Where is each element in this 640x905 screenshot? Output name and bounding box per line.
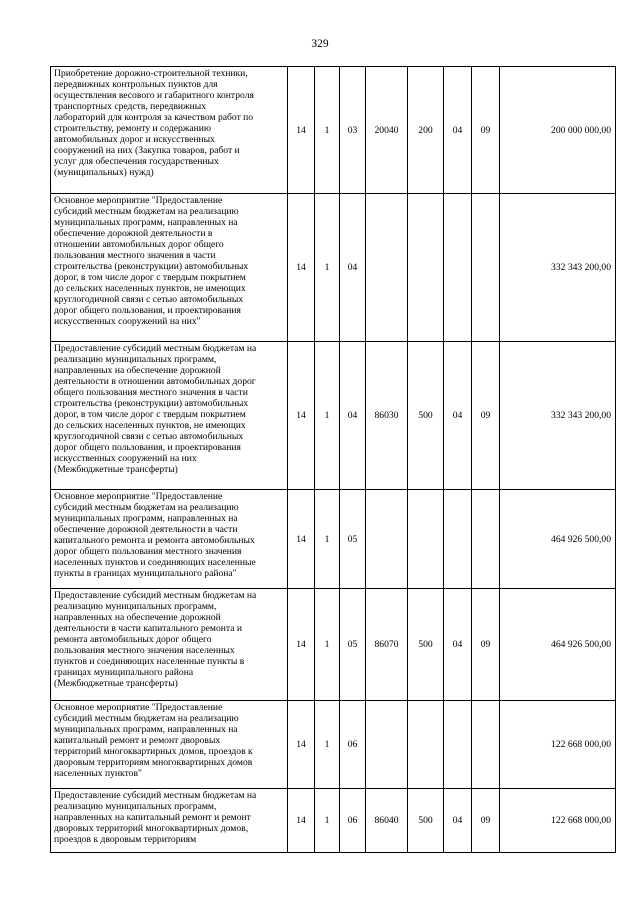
row-code-3: 05	[340, 490, 366, 589]
page-number: 329	[311, 38, 329, 50]
table-row	[51, 194, 616, 342]
row-code-5: 500	[408, 789, 444, 853]
row-code-6	[444, 701, 472, 789]
row-amount: 200 000 000,00	[500, 67, 616, 194]
row-code-2: 1	[315, 701, 340, 789]
row-code-7	[472, 194, 500, 342]
row-description: Основное мероприятие "Предоставление субсидий местным бюджетам на реализацию муниципальных программ, направленных на обеспечение дорожной деятельности в отношении автомобильных дорог общего пользования местного значения в части строительства (реконструкции) автомобильных дорог, в том числе дорог с твердым покрытием до сельских населенных пунктов, не имеющих круглогодичной связи с сетью автомобильных дорог общего пользования, и проектирования искусственных сооружений на них"	[51, 194, 288, 342]
row-code-7	[472, 701, 500, 789]
table-row	[51, 701, 616, 789]
row-code-4	[366, 490, 408, 589]
row-code-7: 09	[472, 342, 500, 490]
row-code-1: 14	[288, 589, 315, 701]
row-code-7	[472, 490, 500, 589]
row-code-2: 1	[315, 789, 340, 853]
row-code-7: 09	[472, 789, 500, 853]
row-description: Основное мероприятие "Предоставление субсидий местным бюджетам на реализацию муниципальных программ, направленных на капитальный ремонт и ремонт дворовых территорий многоквартирных домов, проездов к дворовым территориям многоквартирных домов населенных пунктов"	[51, 701, 288, 789]
row-code-4: 86070	[366, 589, 408, 701]
row-code-3: 06	[340, 701, 366, 789]
table-row	[51, 342, 616, 490]
row-code-1: 14	[288, 67, 315, 194]
row-code-4: 86030	[366, 342, 408, 490]
row-code-3: 04	[340, 342, 366, 490]
table-row	[51, 490, 616, 589]
row-code-2: 1	[315, 342, 340, 490]
row-code-2: 1	[315, 67, 340, 194]
row-amount: 332 343 200,00	[500, 194, 616, 342]
row-description: Основное мероприятие "Предоставление субсидий местным бюджетам на реализацию муниципальных программ, направленных на обеспечение дорожной деятельности в части капитального ремонта и ремонта автомобильных дорог общего пользования местного значения населенных пунктов и соединяющих населенные пункты в границах муниципального района"	[51, 490, 288, 589]
row-code-3: 04	[340, 194, 366, 342]
row-code-7: 09	[472, 67, 500, 194]
row-code-6: 04	[444, 342, 472, 490]
row-amount: 332 343 200,00	[500, 342, 616, 490]
row-code-4: 86040	[366, 789, 408, 853]
table-row	[51, 67, 616, 194]
row-code-1: 14	[288, 490, 315, 589]
row-code-1: 14	[288, 342, 315, 490]
row-code-2: 1	[315, 589, 340, 701]
row-code-7: 09	[472, 589, 500, 701]
row-description: Предоставление субсидий местным бюджетам на реализацию муниципальных программ, направленных на обеспечение дорожной деятельности в части капитального ремонта и ремонта автомобильных дорог общего пользования местного значения населенных пунктов и соединяющих населенные пункты в границах муниципального района (Межбюджетные трансферты)	[51, 589, 288, 701]
row-code-6: 04	[444, 67, 472, 194]
row-amount: 464 926 500,00	[500, 490, 616, 589]
row-code-2: 1	[315, 194, 340, 342]
row-code-6: 04	[444, 589, 472, 701]
row-amount: 122 668 000,00	[500, 789, 616, 853]
row-code-3: 03	[340, 67, 366, 194]
row-code-4: 20040	[366, 67, 408, 194]
table-row	[51, 589, 616, 701]
row-description: Приобретение дорожно-строительной техники, передвижных контрольных пунктов для осуществления весового и габаритного контроля транспортных средств, передвижных лабораторий для контроля за качеством работ по строительству, ремонту и содержанию автомобильных дорог и искусственных сооружений на них (Закупка товаров, работ и услуг для обеспечения государственных (муниципальных) нужд)	[51, 67, 288, 194]
table-row	[51, 789, 616, 853]
row-code-3: 05	[340, 589, 366, 701]
row-code-5	[408, 701, 444, 789]
row-code-5: 200	[408, 67, 444, 194]
budget-table	[50, 66, 616, 853]
row-code-4	[366, 701, 408, 789]
row-amount: 464 926 500,00	[500, 589, 616, 701]
row-code-1: 14	[288, 194, 315, 342]
row-description: Предоставление субсидий местным бюджетам на реализацию муниципальных программ, направленных на обеспечение дорожной деятельности в отношении автомобильных дорог общего пользования местного значения в части строительства (реконструкции) автомобильных дорог, в том числе дорог с твердым покрытием до сельских населенных пунктов, не имеющих круглогодичной связи с сетью автомобильных дорог общего пользования, и проектирования искусственных сооружений на них (Межбюджетные трансферты)	[51, 342, 288, 490]
row-code-5	[408, 490, 444, 589]
row-code-5: 500	[408, 342, 444, 490]
row-code-5	[408, 194, 444, 342]
row-code-5: 500	[408, 589, 444, 701]
row-code-6	[444, 490, 472, 589]
row-code-3: 06	[340, 789, 366, 853]
row-code-1: 14	[288, 789, 315, 853]
row-code-1: 14	[288, 701, 315, 789]
row-amount: 122 668 000,00	[500, 701, 616, 789]
row-code-6	[444, 194, 472, 342]
row-code-4	[366, 194, 408, 342]
row-description: Предоставление субсидий местным бюджетам на реализацию муниципальных программ, направленных на капитальный ремонт и ремонт дворовых территорий многоквартирных домов, проездов к дворовым территориям	[51, 789, 288, 853]
row-code-2: 1	[315, 490, 340, 589]
row-code-6: 04	[444, 789, 472, 853]
